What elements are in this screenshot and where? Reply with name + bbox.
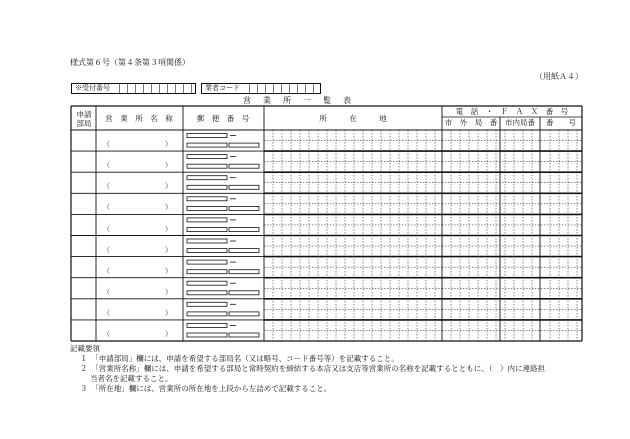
contact-paren-open: （ <box>103 266 110 275</box>
contact-paren-close: ） <box>165 287 172 296</box>
header-office-name: 営 業 所 名 称 <box>105 114 173 123</box>
note-item-3: ３ 「所在地」欄には、営業所の所在地を上段から左詰めで記載すること。 <box>80 384 332 393</box>
postal-box-prefix[interactable] <box>187 228 227 232</box>
note-item-1: １ 「申請部局」欄には、申請を希望する部局名（又は略号、コード番号等）を記載すること。 <box>80 354 399 363</box>
contact-paren-close: ） <box>165 203 172 212</box>
postal-box-suffix[interactable] <box>229 270 259 274</box>
postal-box-suffix[interactable] <box>229 333 259 337</box>
header-number: 番 号 <box>546 118 576 127</box>
postal-box-prefix[interactable] <box>187 218 227 222</box>
postal-box-prefix[interactable] <box>187 164 227 168</box>
postal-box-prefix[interactable] <box>187 323 227 327</box>
contact-paren-close: ） <box>165 224 172 233</box>
contact-paren-open: （ <box>103 203 110 212</box>
contact-paren-close: ） <box>165 245 172 254</box>
postal-box-prefix[interactable] <box>187 143 227 147</box>
contact-paren-close: ） <box>165 308 172 317</box>
contact-paren-close: ） <box>165 161 172 170</box>
postal-box-prefix[interactable] <box>187 239 227 243</box>
postal-box-prefix[interactable] <box>187 206 227 210</box>
postal-box-prefix[interactable] <box>187 197 227 201</box>
postal-box-prefix[interactable] <box>187 260 227 264</box>
form-title: 営 業 所 一 覧 表 <box>243 96 353 105</box>
vendor-code-label: 業者コード <box>205 84 240 92</box>
header-department: 申請 部局 <box>76 110 92 128</box>
postal-box-suffix[interactable] <box>229 249 259 253</box>
form-number: 様式第６号（第４条第３項関係） <box>70 58 190 67</box>
postal-box-suffix[interactable] <box>229 291 259 295</box>
paper-size: （用紙Ａ４） <box>535 72 583 81</box>
postal-box-prefix[interactable] <box>187 134 227 138</box>
postal-box-prefix[interactable] <box>187 176 227 180</box>
contact-paren-open: （ <box>103 182 110 191</box>
receipt-number-label: ※受付番号 <box>75 84 110 92</box>
header-area-code: 市 外 局 番 <box>444 118 498 127</box>
note-item-2-cont: 当者名を記載すること。 <box>90 374 173 383</box>
header-postal-code: 郵 便 番 号 <box>196 114 250 123</box>
contact-paren-open: （ <box>103 330 110 338</box>
contact-paren-close: ） <box>165 182 172 191</box>
contact-paren-open: （ <box>103 224 110 233</box>
postal-box-prefix[interactable] <box>187 185 227 189</box>
header-phone-fax: 電 話 ・ Ｆ Ａ Ｘ 番 号 <box>455 107 569 116</box>
header-address: 所 在 地 <box>319 114 387 123</box>
notes-heading: 記載要領 <box>70 344 100 353</box>
contact-paren-open: （ <box>103 245 110 254</box>
contact-paren-close: ） <box>165 266 172 275</box>
postal-box-suffix[interactable] <box>229 228 259 232</box>
postal-box-prefix[interactable] <box>187 291 227 295</box>
postal-box-prefix[interactable] <box>187 270 227 274</box>
postal-box-prefix[interactable] <box>187 333 227 337</box>
contact-paren-open: （ <box>103 161 110 170</box>
postal-box-prefix[interactable] <box>187 155 227 159</box>
contact-paren-open: （ <box>103 140 110 149</box>
postal-box-prefix[interactable] <box>187 302 227 306</box>
postal-box-suffix[interactable] <box>229 312 259 316</box>
postal-box-prefix[interactable] <box>187 281 227 285</box>
contact-paren-open: （ <box>103 287 110 296</box>
contact-paren-close: ） <box>165 330 172 338</box>
postal-box-suffix[interactable] <box>229 185 259 189</box>
contact-paren-open: （ <box>103 308 110 317</box>
postal-box-prefix[interactable] <box>187 249 227 253</box>
note-item-2: ２ 「営業所名称」欄には、申請を希望する部局と常時契約を締結する本店又は支店等営業所の名称を記載するとともに、（ ）内に連絡担 <box>80 364 545 373</box>
header-local-code: 市内局番 <box>505 118 535 127</box>
postal-box-suffix[interactable] <box>229 164 259 168</box>
postal-box-prefix[interactable] <box>187 312 227 316</box>
postal-box-suffix[interactable] <box>229 143 259 147</box>
contact-paren-close: ） <box>165 140 172 149</box>
postal-box-suffix[interactable] <box>229 206 259 210</box>
